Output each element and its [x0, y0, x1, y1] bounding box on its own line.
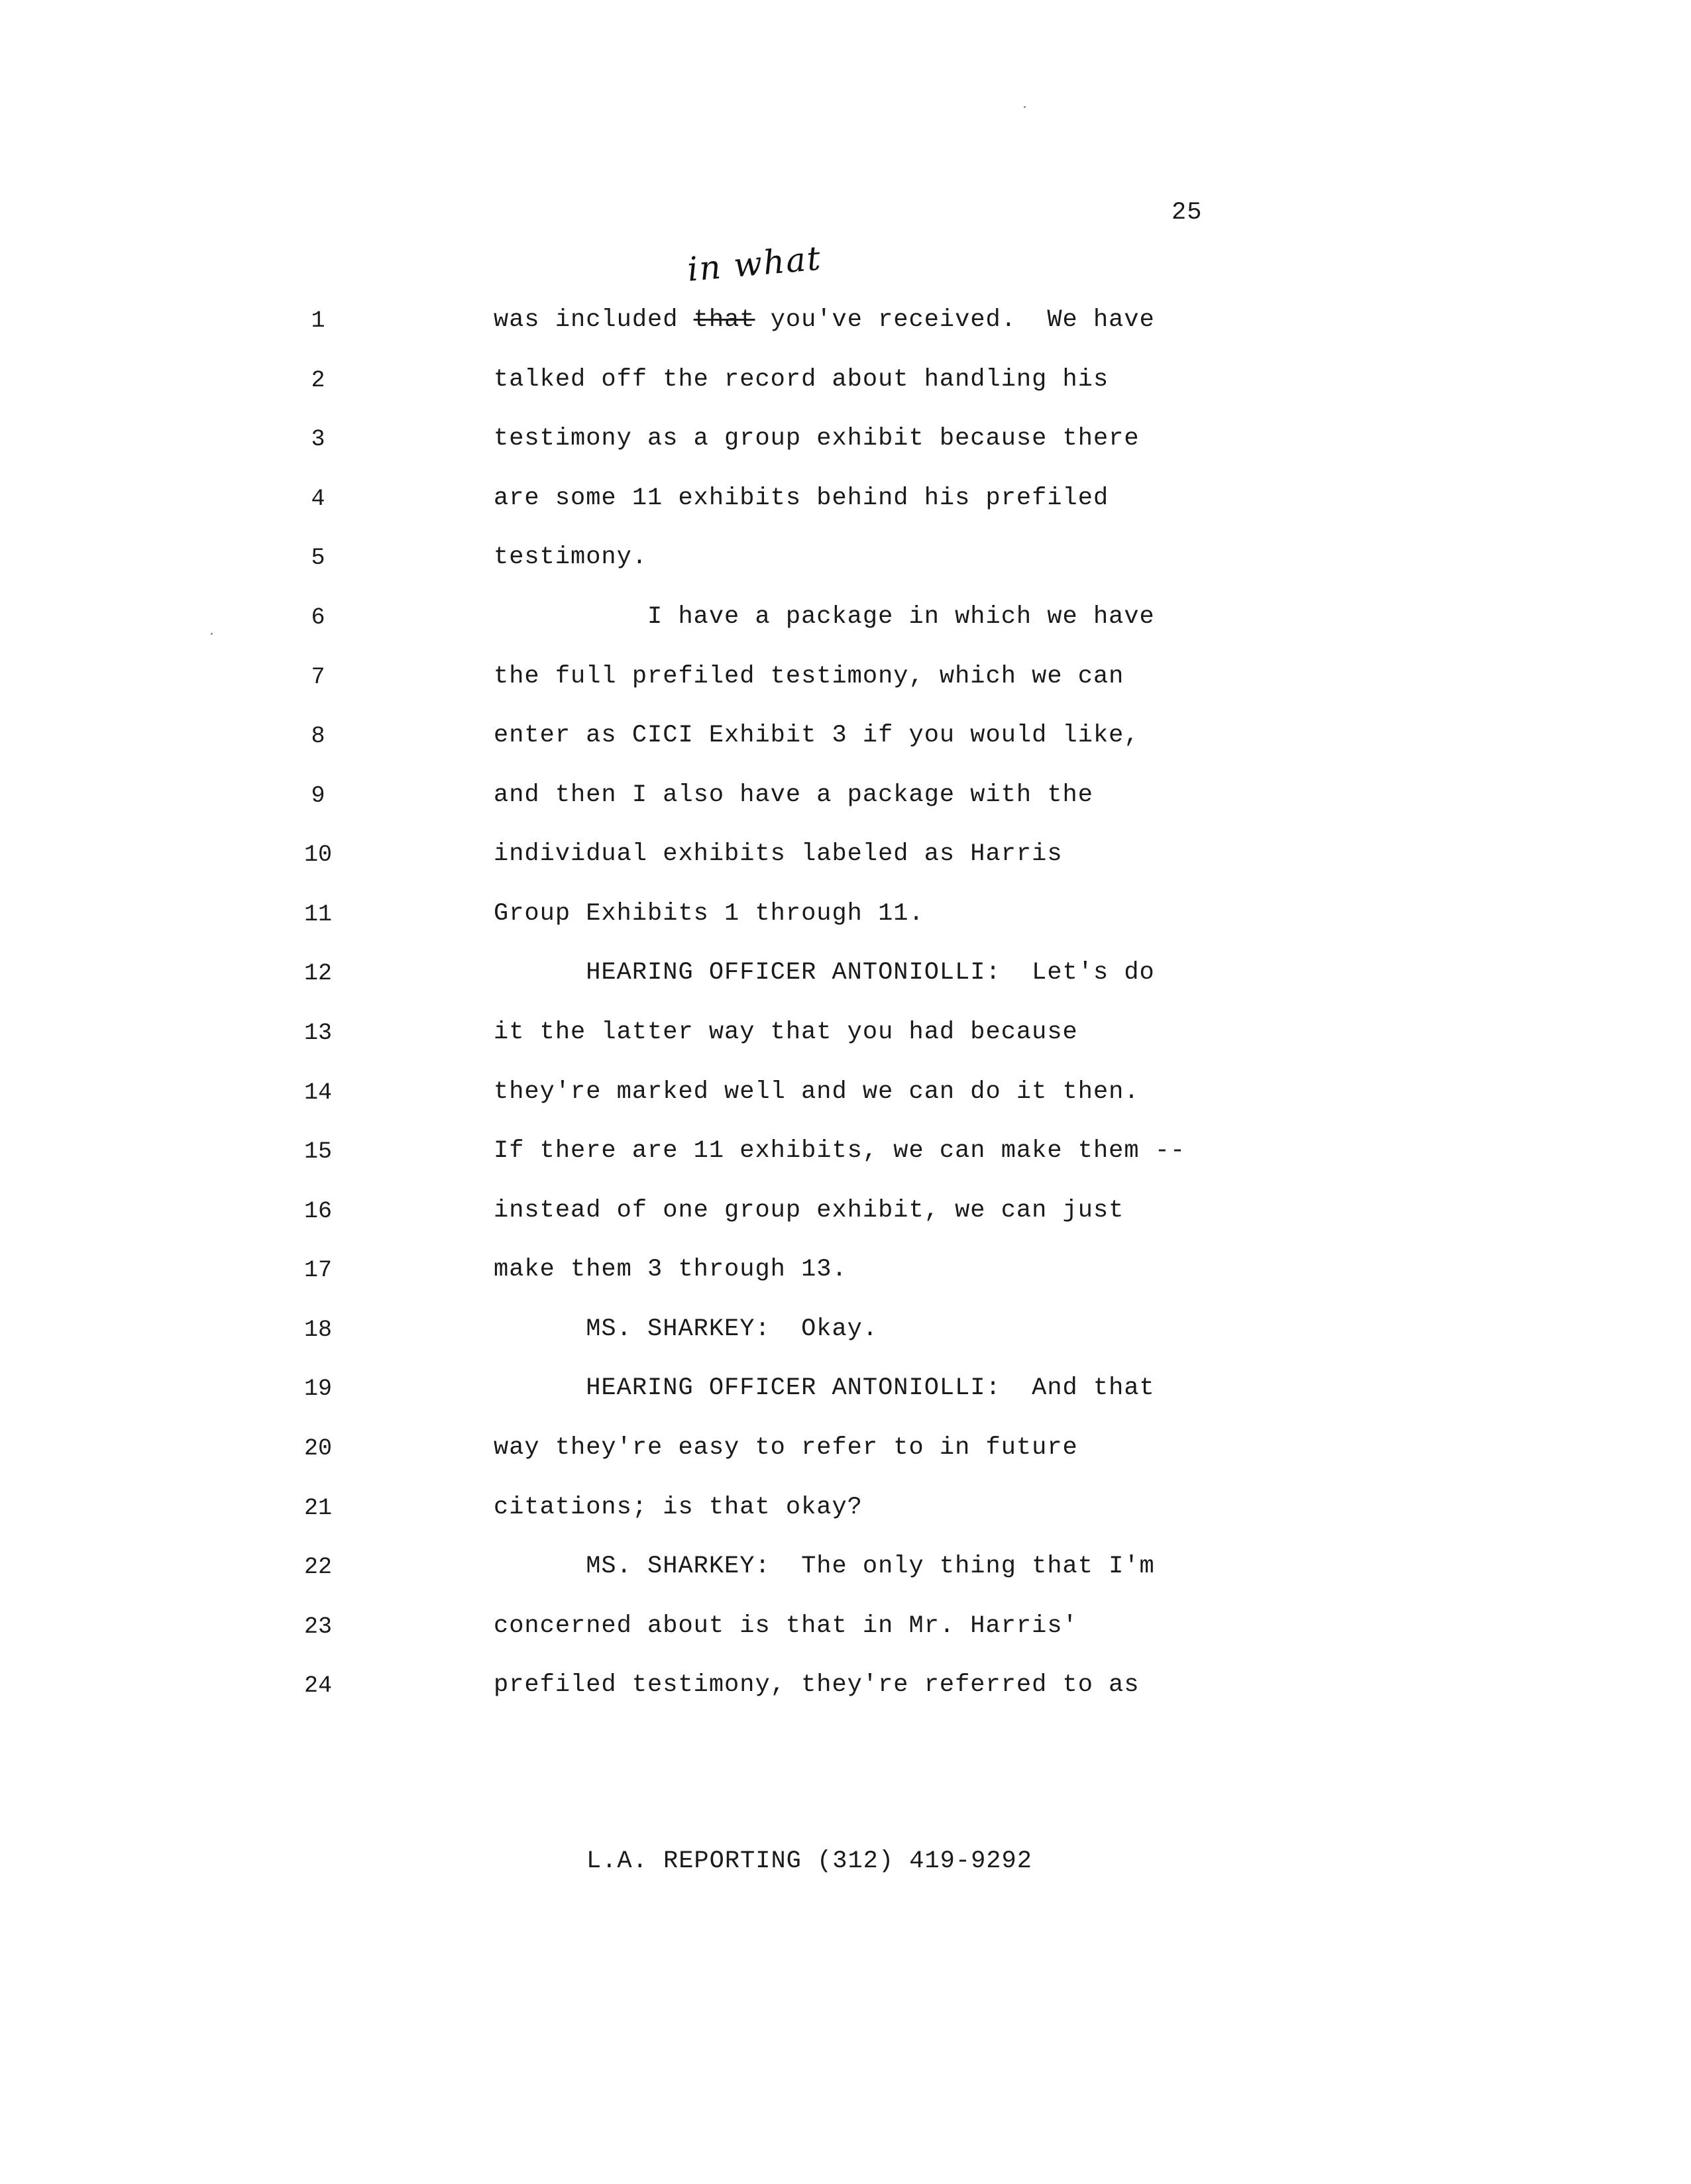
line-number: 6 [311, 604, 325, 631]
line-number: 9 [311, 783, 325, 809]
line-number: 15 [303, 1138, 332, 1165]
line-number: 23 [303, 1613, 332, 1640]
line-number: 21 [303, 1495, 332, 1521]
transcript-line: MS. SHARKEY: Okay. [494, 1315, 879, 1343]
line-text-before: was included [494, 306, 694, 334]
line-number: 17 [303, 1257, 332, 1283]
line-number: 3 [311, 426, 325, 453]
scan-speck [211, 633, 213, 635]
struck-word: that [693, 306, 755, 334]
line-number: 19 [303, 1376, 332, 1402]
line-number: 18 [303, 1317, 332, 1343]
transcript-line: talked off the record about handling his [494, 366, 1109, 394]
line-number: 11 [303, 901, 332, 928]
transcript-line: testimony. [494, 543, 648, 571]
transcript-line: enter as CICI Exhibit 3 if you would like, [494, 722, 1140, 749]
line-number: 20 [303, 1435, 332, 1462]
line-number: 24 [303, 1672, 332, 1699]
transcript-line: make them 3 through 13. [494, 1256, 847, 1283]
transcript-line: individual exhibits labeled as Harris [494, 840, 1063, 868]
line-text-after: you've received. We have [755, 306, 1155, 334]
transcript-line: HEARING OFFICER ANTONIOLLI: Let's do [494, 959, 1155, 987]
transcript-line: way they're easy to refer to in future [494, 1434, 1078, 1462]
transcript-line: Group Exhibits 1 through 11. [494, 900, 924, 928]
transcript-line: it the latter way that you had because [494, 1018, 1078, 1046]
transcript-line: HEARING OFFICER ANTONIOLLI: And that [494, 1374, 1155, 1402]
transcript-line: I have a package in which we have [494, 603, 1155, 631]
line-number: 5 [311, 545, 325, 571]
line-number: 4 [311, 486, 325, 512]
transcript-line [494, 306, 1155, 334]
line-number: 10 [303, 842, 332, 868]
transcript-line: concerned about is that in Mr. Harris' [494, 1612, 1078, 1640]
transcript-line: the full prefiled testimony, which we can [494, 663, 1124, 690]
transcript-line: they're marked well and we can do it then. [494, 1078, 1140, 1106]
line-number: 12 [303, 960, 332, 987]
scan-speck [1024, 106, 1026, 108]
transcript-line: MS. SHARKEY: The only thing that I'm [494, 1553, 1155, 1580]
line-number: 22 [303, 1554, 332, 1580]
line-number: 8 [311, 723, 325, 749]
line-number: 2 [311, 367, 325, 394]
handwritten-insertion: in what [685, 239, 824, 289]
line-number: 14 [303, 1079, 332, 1106]
transcript-line: citations; is that okay? [494, 1494, 863, 1521]
transcript-line: and then I also have a package with the [494, 781, 1093, 809]
reporter-footer: L.A. REPORTING (312) 419-9292 [586, 1847, 1032, 1875]
transcript-line: testimony as a group exhibit because there [494, 425, 1140, 453]
line-number: 13 [303, 1020, 332, 1046]
line-number: 1 [311, 307, 325, 334]
page-number: 25 [1172, 199, 1203, 227]
line-number: 16 [303, 1198, 332, 1225]
transcript-line: If there are 11 exhibits, we can make them -- [494, 1137, 1186, 1165]
transcript-line: are some 11 exhibits behind his prefiled [494, 484, 1109, 512]
line-number: 7 [311, 664, 325, 690]
transcript-line: instead of one group exhibit, we can just [494, 1197, 1124, 1225]
transcript-line: prefiled testimony, they're referred to as [494, 1671, 1140, 1699]
